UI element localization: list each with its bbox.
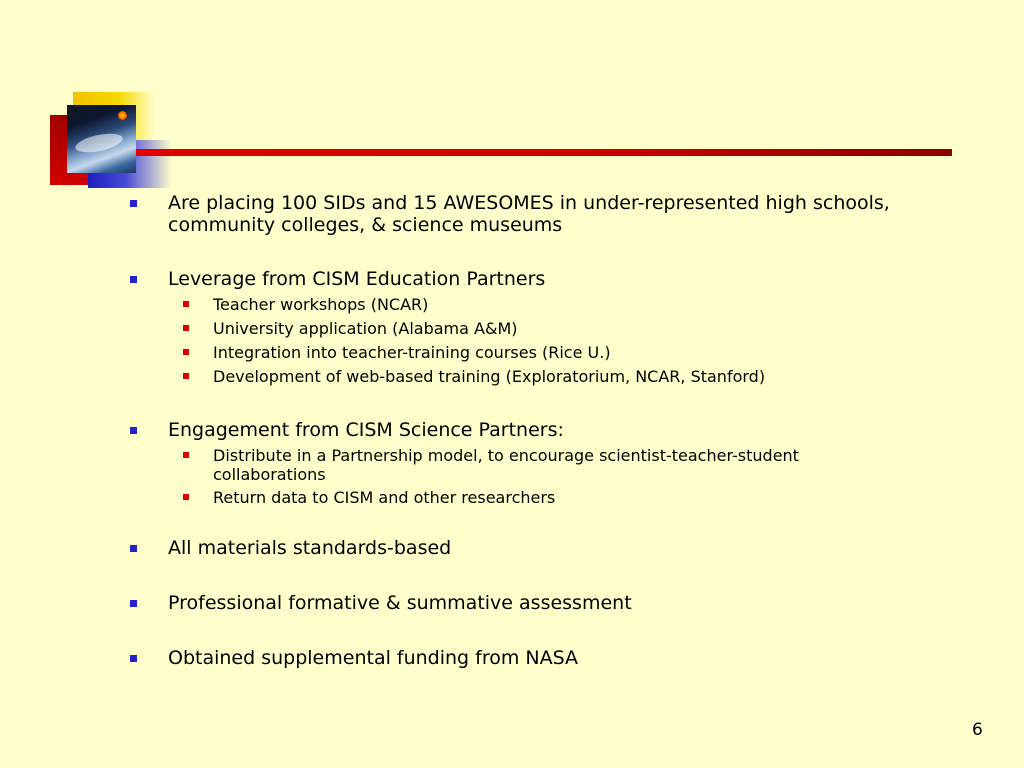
sub-bullet-item: Teacher workshops (NCAR): [213, 295, 913, 314]
sub-bullet-item: Integration into teacher-training courses (Rice U.): [213, 343, 913, 362]
earth-photo-icon: [67, 105, 136, 173]
bullet-item: Professional formative & summative assessment: [168, 592, 948, 614]
sub-bullet-item: Return data to CISM and other researchers: [213, 488, 913, 507]
bullet-item: Leverage from CISM Education Partners: [168, 268, 948, 290]
bullet-item: Are placing 100 SIDs and 15 AWESOMES in under-represented high schools, community colleges, & science museums: [168, 192, 948, 236]
bullet-item: Engagement from CISM Science Partners:: [168, 419, 948, 441]
bullet-item: Obtained supplemental funding from NASA: [168, 647, 948, 669]
sub-bullet-item: Development of web-based training (Exploratorium, NCAR, Stanford): [213, 367, 913, 386]
title-rule: [136, 149, 952, 156]
slide-header-graphic: [0, 0, 1024, 200]
page-number: 6: [972, 720, 983, 740]
sun-icon: [118, 111, 127, 120]
sub-bullet-item: University application (Alabama A&M): [213, 319, 913, 338]
cloud-shape: [74, 130, 124, 156]
sub-bullet-item: Distribute in a Partnership model, to encourage scientist-teacher-student collaborations: [213, 446, 873, 484]
bullet-item: All materials standards-based: [168, 537, 948, 559]
